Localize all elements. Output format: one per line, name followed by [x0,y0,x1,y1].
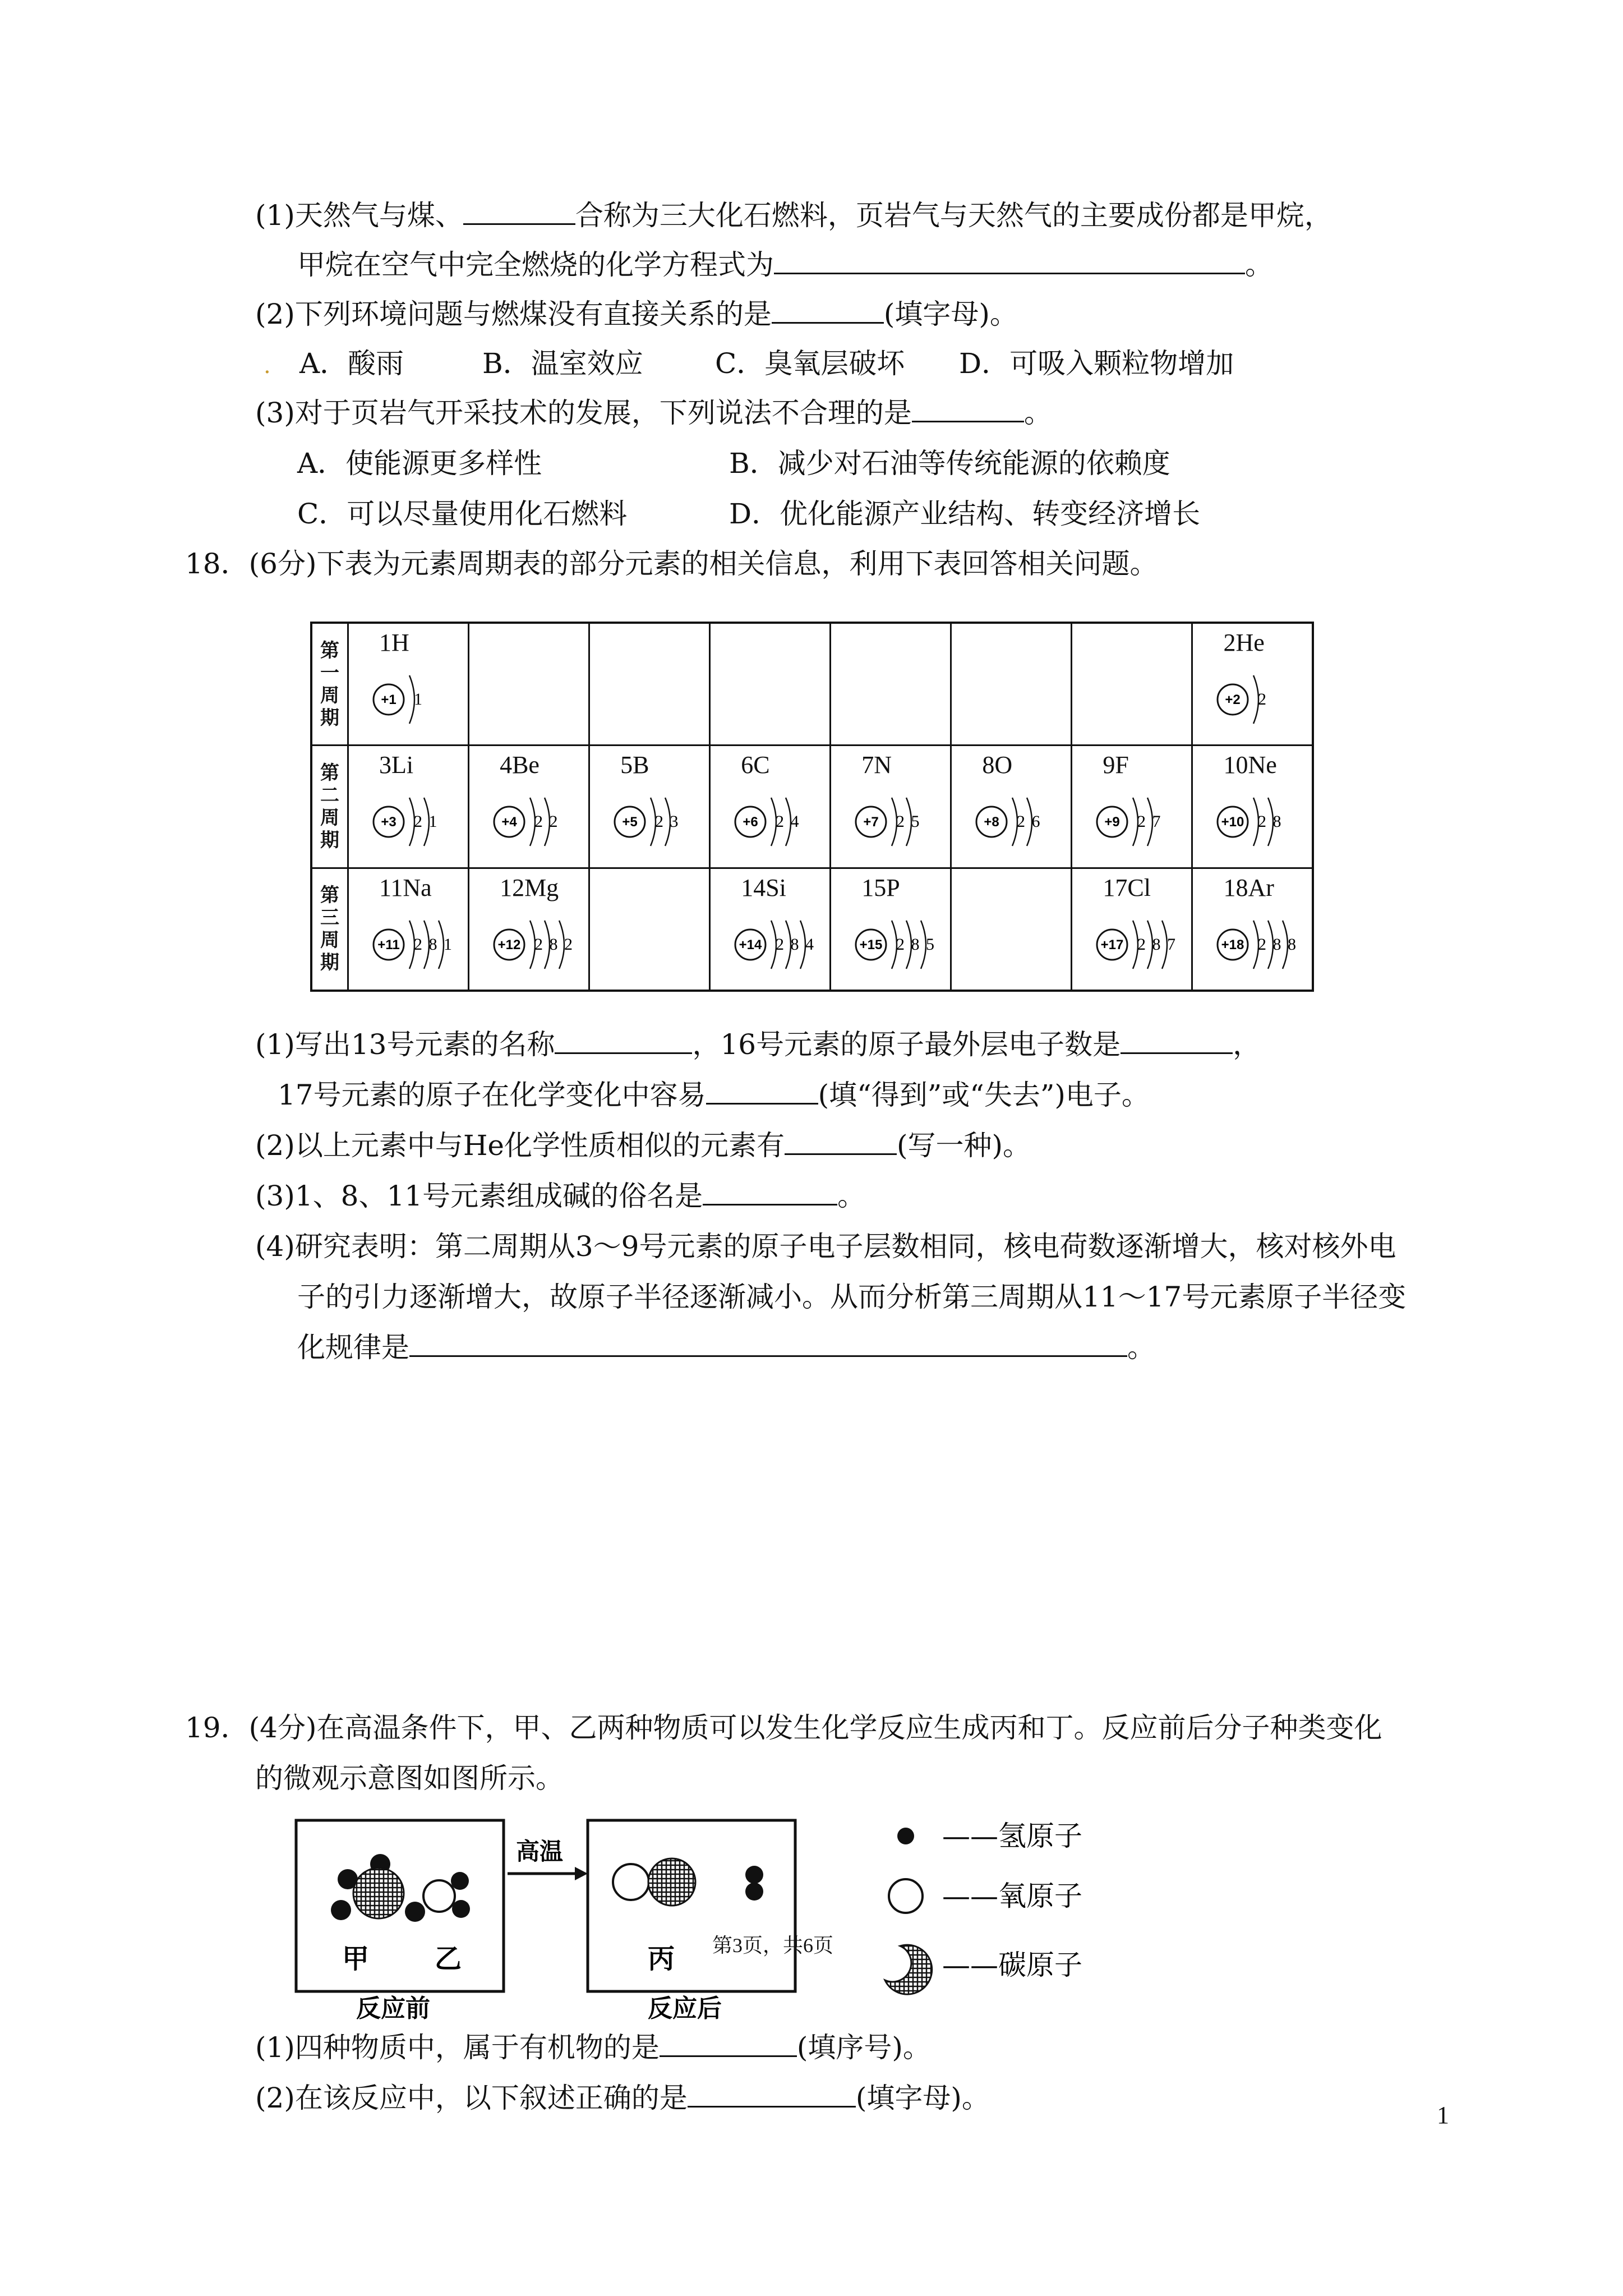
element-cell [348,746,469,868]
element-symbol: 2He [1223,629,1265,656]
electron-count: 2 8 2 [534,935,574,954]
nuclear-charge: +1 [381,692,396,707]
electron-count: 2 8 8 [1258,935,1298,954]
page-footer: 第3页，共6页 [712,1934,834,1957]
hydrogen-atom [405,1902,425,1922]
q18-sub1-cont: 17号元素的原子在化学变化中容易 (填“得到”或“失去”)电子。 [278,1079,1150,1111]
element-cell [1192,868,1313,991]
option-a: A．使能源更多样性 [297,447,542,480]
atom-structure-diagram [1092,791,1188,853]
atom-structure-diagram [369,914,464,976]
svg-text:——碳原子: ——碳原子 [942,1949,1082,1981]
element-cell [1072,746,1192,868]
electron-count: 2 5 [896,812,921,831]
element-cell [831,868,951,991]
option-a: A．酸雨 [299,347,404,380]
nuclear-charge: +4 [501,815,517,830]
electron-count: 1 [414,690,423,708]
element-symbol: 9F [1103,751,1129,779]
svg-text:——氢原子: ——氢原子 [942,1820,1082,1852]
electron-count: 2 6 [1017,812,1041,831]
answer-blank[interactable] [785,1129,897,1155]
element-symbol: 15P [861,873,900,901]
element-symbol: 6C [741,751,770,779]
element-cell [1072,868,1192,991]
nuclear-charge: +5 [622,815,638,830]
legend-oxygen-icon [889,1879,923,1913]
element-symbol: 11Na [379,873,432,901]
nuclear-charge: +3 [381,815,396,830]
atom-structure-diagram [1213,914,1308,976]
element-cell [348,623,469,746]
element-symbol: 5B [620,751,649,779]
electron-count: 2 4 [776,812,800,831]
option-b: B．温室效应 [482,347,643,380]
atom-structure-diagram [610,791,706,853]
oxygen-atom [613,1864,649,1900]
electron-count: 2 3 [655,812,680,831]
atom-structure-diagram [1213,791,1308,853]
answer-blank[interactable] [555,1028,692,1054]
answer-blank[interactable] [912,396,1024,422]
hydrogen-atom [745,1866,763,1884]
svg-text:乙: 乙 [435,1943,462,1975]
after-box [588,1820,795,1991]
legend-hydrogen-icon [897,1828,914,1844]
answer-blank[interactable] [772,297,884,324]
atom-structure-diagram [731,791,826,853]
electron-count: 2 8 5 [896,935,936,954]
nuclear-charge: +2 [1225,692,1241,707]
option-d: D．可吸入颗粒物增加 [959,347,1234,380]
nuclear-charge: +14 [739,937,762,953]
element-cell [469,746,589,868]
q19-title: 19．(4分)在高温条件下，甲、乙两种物质可以发生化学反应生成丙和丁。反应前后分子种类变化 [185,1711,1382,1744]
electron-count: 2 8 4 [776,935,815,954]
period-row [311,868,1313,991]
electron-count: 2 [1258,690,1268,708]
atom-structure-diagram [490,791,585,853]
svg-text:丙: 丙 [648,1943,675,1975]
reaction-diagram [269,1809,1144,2022]
answer-blank[interactable] [463,199,575,225]
answer-blank[interactable] [703,1179,837,1205]
element-cell [710,746,831,868]
element-cell [831,746,951,868]
hydrogen-atom [452,1900,470,1918]
nuclear-charge: +18 [1221,937,1244,953]
period-row [311,623,1313,746]
legend-carbon-icon [885,1945,932,1994]
element-symbol: 4Be [500,751,540,779]
empty-cell [951,868,1072,991]
svg-text:高温: 高温 [516,1838,564,1865]
answer-blank[interactable] [409,1331,1127,1357]
q17-line2: 甲烷在空气中完全燃烧的化学方程式为 。 [297,249,1273,281]
atom-structure-diagram [490,914,585,976]
element-symbol: 17Cl [1103,873,1151,901]
oxygen-atom [423,1880,455,1912]
q17-sub3: (3)对于页岩气开采技术的发展，下列说法不合理的是 。 [255,397,1052,429]
svg-text:反应前: 反应前 [356,1994,430,2022]
atom-structure-diagram [851,914,947,976]
nuclear-charge: +15 [859,937,883,953]
q18-sub3: (3)1、8、11号元素组成碱的俗名是 。 [255,1180,866,1212]
atom-structure-diagram [851,791,947,853]
element-cell [1192,623,1313,746]
svg-text:反应后: 反应后 [648,1994,722,2022]
empty-cell [1072,623,1192,746]
nuclear-charge: +9 [1104,815,1121,830]
element-symbol: 8O [982,751,1013,779]
atom-structure-diagram [731,914,826,976]
period-label: 第 三 周 期 [311,868,348,991]
atom-structure-diagram [972,791,1067,853]
element-cell [469,868,589,991]
element-symbol: 18Ar [1223,873,1274,901]
q18-sub4: (4)研究表明：第二周期从3～9号元素的原子电子层数相同，核电荷数逐渐增大，核对核外电 [255,1230,1396,1263]
option-c: C．臭氧层破坏 [715,347,905,380]
hydrogen-atom [451,1872,469,1890]
q17-sub2-options: . A．酸雨 B．温室效应 C．臭氧层破坏 D．可吸入颗粒物增加 [264,347,1234,380]
carbon-atom [353,1868,404,1918]
nuclear-charge: +6 [743,815,758,830]
element-symbol: 14Si [741,873,786,901]
element-symbol: 12Mg [500,873,559,901]
period-label: 第 二 周 期 [311,746,348,868]
hydrogen-atom [745,1883,763,1901]
nuclear-charge: +11 [377,937,400,953]
element-cell [1192,746,1313,868]
svg-text:甲: 甲 [342,1943,370,1975]
element-symbol: 7N [861,751,892,779]
q17-line1: (1)天然气与煤、 合称为三大化石燃料，页岩气与天然气的主要成份都是甲烷， [255,199,1332,232]
empty-cell [469,623,589,746]
q19-sub2: (2)在该反应中，以下叙述正确的是 (填字母)。 [255,2082,990,2114]
empty-cell [589,623,710,746]
atom-structure-diagram [1213,669,1308,730]
q18-title: 18．(6分)下表为元素周期表的部分元素的相关信息，利用下表回答相关问题。 [185,547,1158,580]
atom-structure-diagram [1092,914,1188,976]
carbon-atom [648,1858,695,1906]
electron-count: 2 1 [414,812,439,831]
electron-count: 2 8 7 [1137,935,1177,954]
empty-cell [831,623,951,746]
answer-blank[interactable] [774,248,1245,274]
atom-structure-diagram [369,791,464,853]
nuclear-charge: +10 [1221,815,1244,830]
electron-count: 2 8 [1258,812,1283,831]
hydrogen-atom [331,1900,351,1920]
element-symbol: 10Ne [1223,751,1277,779]
element-symbol: 3Li [379,751,414,779]
element-cell [951,746,1072,868]
nuclear-charge: +7 [863,815,879,830]
element-symbol: 1H [379,629,409,656]
answer-blank[interactable] [1121,1028,1233,1054]
element-cell [710,868,831,991]
answer-blank[interactable] [688,2081,856,2108]
q19-sub1: (1)四种物质中，属于有机物的是 (填序号)。 [255,2031,931,2064]
electron-count: 2 8 1 [414,935,453,954]
element-cell [589,746,710,868]
answer-blank[interactable] [660,2031,797,2057]
electron-count: 2 7 [1137,812,1162,831]
option-d: D．优化能源产业结构、转变经济增长 [729,498,1201,530]
empty-cell [710,623,831,746]
electron-count: 2 2 [534,812,559,831]
page-number: 1 [1437,2101,1449,2129]
element-cell [348,868,469,991]
answer-blank[interactable] [706,1078,818,1105]
svg-text:——氧原子: ——氧原子 [942,1880,1082,1912]
nuclear-charge: +17 [1101,937,1124,953]
q18-sub2: (2)以上元素中与He化学性质相似的元素有 (写一种)。 [255,1129,1031,1162]
period-label: 第 一 周 期 [311,623,348,746]
period-row [311,746,1313,868]
periodic-table [310,622,1314,992]
q18-sub4-end: 化规律是 。 [297,1331,1155,1364]
q17-sub2: (2)下列环境问题与燃煤没有直接关系的是 (填字母)。 [255,298,1018,330]
option-c: C．可以尽量使用化石燃料 [297,498,628,530]
nuclear-charge: +12 [497,937,521,953]
atom-structure-diagram [369,669,464,730]
empty-cell [589,868,710,991]
option-b: B．减少对石油等传统能源的依赖度 [729,447,1170,480]
empty-cell [951,623,1072,746]
nuclear-charge: +8 [984,815,999,830]
q18-sub1: (1)写出13号元素的名称 ，16号元素的原子最外层电子数是 ， [255,1028,1261,1061]
